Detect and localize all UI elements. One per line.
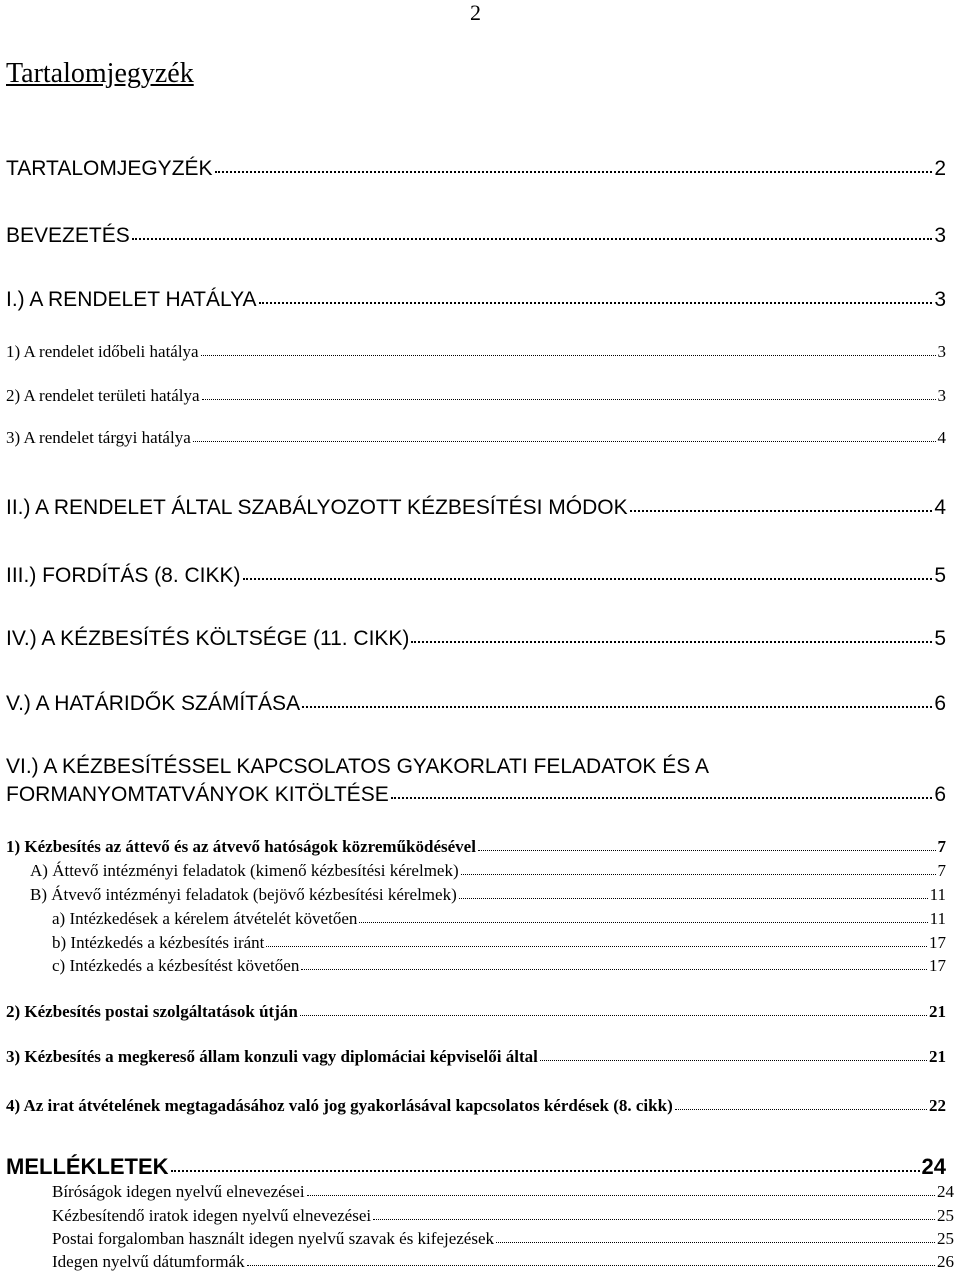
toc-entry-title: B) Átvevő intézményi feladatok (bejövő kézbesítési kérelmek) — [30, 885, 457, 904]
toc-entry-title: 3) Kézbesítés a megkereső állam konzuli vagy diplomáciai képviselői által — [6, 1047, 538, 1066]
toc-leader-dots — [461, 874, 936, 875]
toc-entry[interactable] — [6, 837, 946, 857]
toc-entry-page: 26 — [937, 1252, 954, 1271]
toc-entry-title: c) Intézkedés a kézbesítést követően — [52, 956, 300, 975]
toc-entry[interactable] — [30, 885, 946, 905]
toc-entry-page: 5 — [934, 564, 946, 587]
toc-entry[interactable] — [6, 342, 946, 362]
toc-entry-page: 3 — [934, 224, 946, 247]
toc-entry-page: 17 — [929, 933, 946, 952]
toc-leader-dots — [307, 1195, 935, 1196]
toc-entry-title: III.) FORDÍTÁS (8. CIKK) — [6, 564, 241, 587]
toc-entry[interactable] — [6, 1096, 946, 1116]
toc-entry-page: 24 — [937, 1182, 954, 1201]
toc-entry-page: 4 — [937, 428, 946, 447]
toc-entry[interactable] — [6, 1002, 946, 1022]
toc-leader-dots — [459, 898, 928, 899]
toc-heading: Tartalomjegyzék — [6, 58, 194, 89]
toc-entry-title: Idegen nyelvű dátumformák — [52, 1252, 245, 1271]
toc-leader-dots — [193, 441, 936, 442]
toc-entry[interactable] — [6, 755, 946, 806]
toc-leader-dots — [630, 510, 933, 512]
toc-entry-title: a) Intézkedések a kérelem átvételét követően — [52, 909, 358, 928]
toc-entry-title: 3) A rendelet tárgyi hatálya — [6, 428, 191, 447]
toc-entry[interactable] — [6, 428, 946, 448]
toc-entry-page: 3 — [937, 342, 946, 361]
toc-leader-dots — [478, 850, 936, 851]
toc-entry-page: 7 — [937, 837, 946, 856]
toc-entry-line2 — [6, 783, 946, 807]
toc-leader-dots — [302, 706, 932, 708]
toc-entry-page: 2 — [934, 157, 946, 180]
toc-entry-page: 11 — [929, 909, 946, 928]
toc-leader-dots — [243, 578, 933, 580]
toc-entry-page: 6 — [934, 783, 946, 806]
toc-entry-page: 5 — [934, 627, 946, 650]
toc-entry[interactable] — [6, 1154, 946, 1180]
toc-entry-title-line2: FORMANYOMTATVÁNYOK KITÖLTÉSE — [6, 783, 389, 806]
toc-entry-page: 25 — [937, 1229, 954, 1248]
toc-entry-page: 24 — [921, 1154, 946, 1179]
toc-entry-page: 11 — [929, 885, 946, 904]
toc-leader-dots — [675, 1109, 927, 1110]
toc-entry-title: Kézbesítendő iratok idegen nyelvű elnevezései — [52, 1206, 372, 1225]
toc-entry[interactable] — [6, 386, 946, 406]
toc-entry-title-line1: VI.) A KÉZBESÍTÉSSEL KAPCSOLATOS GYAKORLATI FELADATOK ÉS A — [6, 755, 709, 778]
toc-leader-dots — [201, 355, 936, 356]
toc-entry[interactable] — [52, 1252, 954, 1272]
toc-entry[interactable] — [6, 692, 946, 716]
page-number: 2 — [470, 0, 481, 25]
toc-entry[interactable] — [30, 861, 946, 881]
toc-entry-page: 21 — [929, 1047, 946, 1066]
toc-entry[interactable] — [52, 956, 946, 976]
toc-entry-title: II.) A RENDELET ÁLTAL SZABÁLYOZOTT KÉZBESÍTÉSI MÓDOK — [6, 496, 628, 519]
toc-entry-title: V.) A HATÁRIDŐK SZÁMÍTÁSA — [6, 692, 301, 715]
toc-leader-dots — [496, 1242, 935, 1243]
toc-entry-title: 1) Kézbesítés az áttevő és az átvevő hatóságok közreműködésével — [6, 837, 476, 856]
toc-entry-page: 3 — [934, 288, 946, 311]
toc-entry-title: 4) Az irat átvételének megtagadásához való jog gyakorlásával kapcsolatos kérdések (8. cikk) — [6, 1096, 673, 1115]
toc-entry[interactable] — [52, 933, 946, 953]
toc-entry-title: IV.) A KÉZBESÍTÉS KÖLTSÉGE (11. CIKK) — [6, 627, 410, 650]
toc-entry-page: 21 — [929, 1002, 946, 1021]
toc-entry[interactable] — [6, 564, 946, 588]
toc-leader-dots — [359, 922, 927, 923]
toc-entry[interactable] — [6, 496, 946, 520]
toc-entry-title: Postai forgalomban használt idegen nyelvű szavak és kifejezések — [52, 1229, 495, 1248]
toc-entry-title: b) Intézkedés a kézbesítés iránt — [52, 933, 265, 952]
toc-leader-dots — [171, 1170, 920, 1172]
toc-entry-title: MELLÉKLETEK — [6, 1154, 169, 1179]
toc-entry[interactable] — [6, 627, 946, 651]
toc-entry-page: 17 — [929, 956, 946, 975]
toc-entry-page: 22 — [929, 1096, 946, 1115]
toc-entry-title: 2) Kézbesítés postai szolgáltatások útján — [6, 1002, 298, 1021]
toc-entry[interactable] — [52, 909, 946, 929]
toc-entry-title: 2) A rendelet területi hatálya — [6, 386, 200, 405]
toc-entry[interactable] — [6, 157, 946, 181]
toc-leader-dots — [247, 1265, 935, 1266]
toc-leader-dots — [300, 1015, 927, 1016]
toc-entry[interactable] — [52, 1206, 954, 1226]
toc-entry-page: 6 — [934, 692, 946, 715]
toc-leader-dots — [411, 641, 932, 643]
toc-entry[interactable] — [52, 1229, 954, 1249]
toc-entry-title: Bíróságok idegen nyelvű elnevezései — [52, 1182, 305, 1201]
toc-entry-page: 7 — [937, 861, 946, 880]
toc-entry[interactable] — [6, 288, 946, 312]
toc-entry-title: I.) A RENDELET HATÁLYA — [6, 288, 257, 311]
toc-leader-dots — [132, 238, 933, 240]
toc-entry-page: 25 — [937, 1206, 954, 1225]
toc-entry-page: 3 — [937, 386, 946, 405]
toc-entry-page: 4 — [934, 496, 946, 519]
toc-leader-dots — [266, 946, 927, 947]
toc-entry-title: 1) A rendelet időbeli hatálya — [6, 342, 199, 361]
toc-leader-dots — [301, 969, 927, 970]
toc-entry[interactable] — [6, 224, 946, 248]
toc-entry-title: A) Áttevő intézményi feladatok (kimenő kézbesítési kérelmek) — [30, 861, 459, 880]
toc-leader-dots — [202, 399, 936, 400]
toc-entry-title: BEVEZETÉS — [6, 224, 130, 247]
toc-entry-title: TARTALOMJEGYZÉK — [6, 157, 213, 180]
toc-entry[interactable] — [52, 1182, 954, 1202]
toc-leader-dots — [540, 1060, 927, 1061]
toc-leader-dots — [391, 797, 933, 799]
toc-leader-dots — [259, 302, 933, 304]
toc-leader-dots — [373, 1219, 935, 1220]
toc-leader-dots — [215, 171, 933, 173]
toc-entry[interactable] — [6, 1047, 946, 1067]
